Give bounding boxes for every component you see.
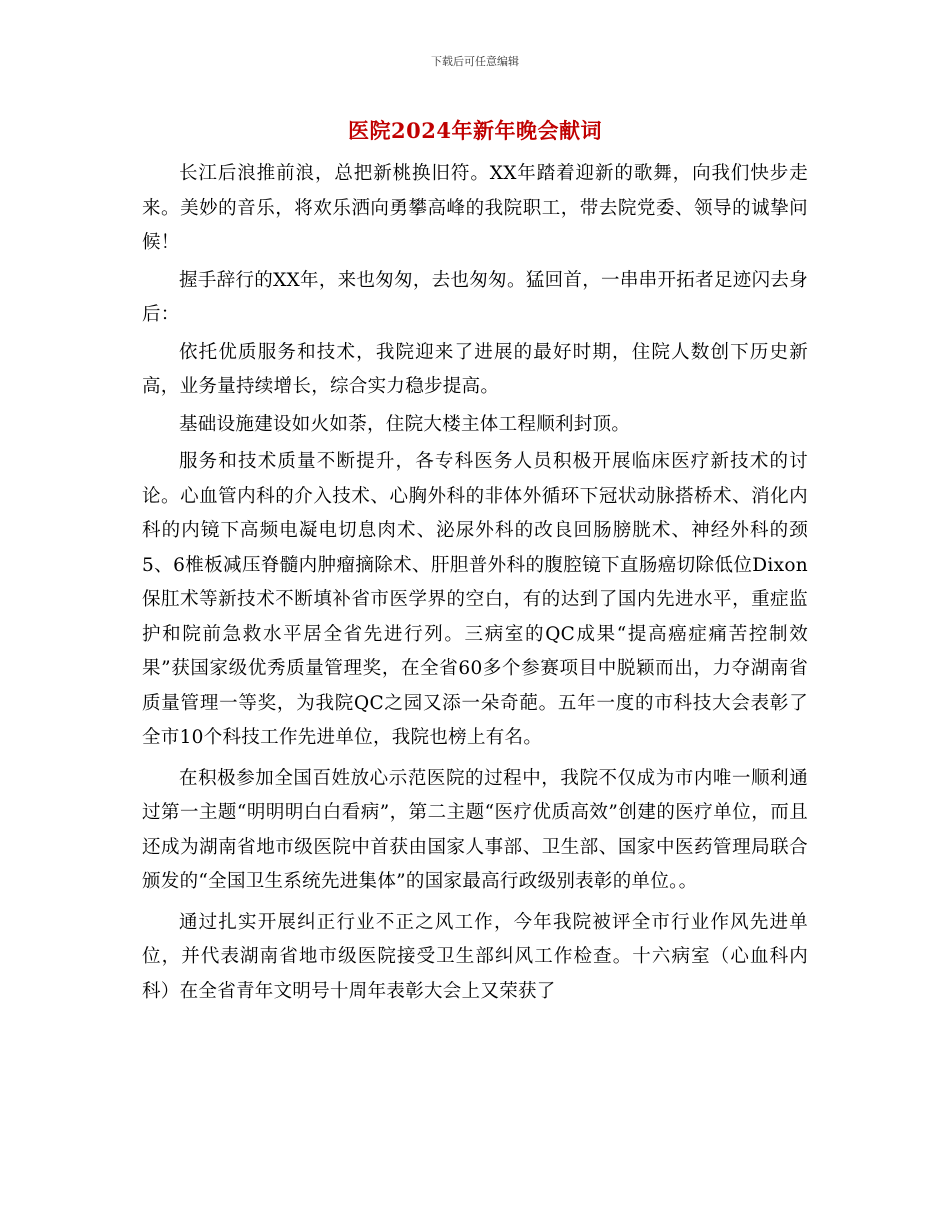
paragraph-2: 握手辞行的XX年，来也匆匆，去也匆匆。猛回首，一串串开拓者足迹闪去身后： [142, 269, 808, 325]
paragraph-5: 服务和技术质量不断提升，各专科医务人员积极开展临床医疗新技术的讨论。心血管内科的介入技术、心胸外科的非体外循环下冠状动脉搭桥术、消化内科的内镜下高频电凝电切息肉术、泌尿外科的改良回肠膀胱术、神经外科的颈5、6椎板减压脊髓内肿瘤摘除术、肝胆普外科的腹腔镜下直肠癌切除低位Dixon保肛术等新技术不断填补省市医学界的空白，有的达到了国内先进水平，重症监护和院前急救水平居全省先进行列。三病室的QC成果“提高癌症痛苦控制效果”获国家级优秀质量管理奖，在全省60多个参赛项目中脱颖而出，力夺湖南省质量管理一等奖，为我院QC之园又添一朵奇葩。五年一度的市科技大会表彰了全市10个科技工作先进单位，我院也榜上有名。 [142, 451, 808, 748]
download-note: 下载后可任意编辑 [431, 55, 519, 68]
paragraph-6: 在积极参加全国百姓放心示范医院的过程中，我院不仅成为市内唯一顺利通过第一主题“明明明白白看病”，第二主题“医疗优质高效”创建的医疗单位，而且还成为湖南省地市级医院中首获由国家人事部、卫生部、国家中医药管理局联合颁发的“全国卫生系统先进集体”的国家最高行政级别表彰的单位。。 [142, 767, 808, 892]
paragraph-3: 依托优质服务和技术，我院迎来了进展的最好时期，住院人数创下历史新高，业务量持续增长，综合实力稳步提高。 [142, 341, 808, 397]
paragraph-1: 长江后浪推前浪，总把新桃换旧符。XX年踏着迎新的歌舞，向我们快步走来。美妙的音乐，将欢乐洒向勇攀高峰的我院职工，带去院党委、领导的诚挚问候！ [142, 163, 808, 253]
paragraph-7: 通过扎实开展纠正行业不正之风工作，今年我院被评全市行业作风先进单位，并代表湖南省地市级医院接受卫生部纠风工作检查。十六病室（心血科内科）在全省青年文明号十周年表彰大会上又荣获了 [142, 911, 808, 1002]
paragraph-4: 基础设施建设如火如荼，住院大楼主体工程顺利封顶。 [179, 413, 631, 435]
document-title: 医院2024年新年晚会献词 [348, 118, 602, 143]
document-body [142, 157, 808, 1012]
